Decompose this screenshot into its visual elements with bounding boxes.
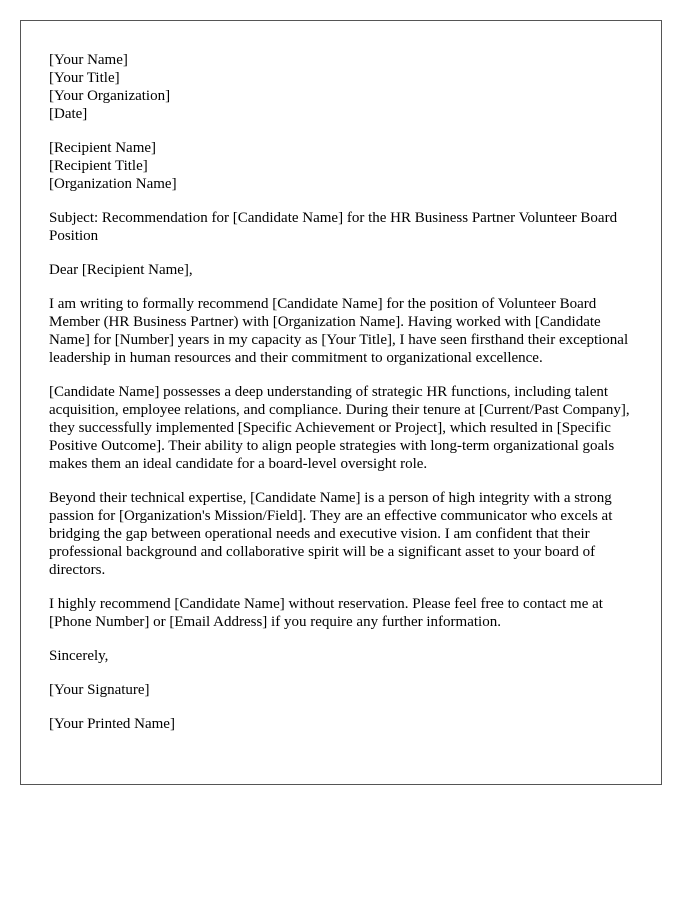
sender-title: [Your Title] [49,70,120,86]
body-paragraph-3: Beyond their technical expertise, [Candidate Name] is a person of high integrity with a strong passion for [Organization's Mission/Field]. They are an effective communicator who excels at bridging the gap between operational needs and executive vision. I am confident that their professional background and collaborative spirit will be a significant asset to your board of directors. [49,490,613,578]
letter-page [20,20,662,785]
sender-organization: [Your Organization] [49,88,171,104]
letter-date: [Date] [49,106,88,122]
sender-block [49,51,633,123]
subject-line: Subject: Recommendation for [Candidate Name] for the HR Business Partner Volunteer Board Position [49,210,618,244]
body-paragraph-2: [Candidate Name] possesses a deep understanding of strategic HR functions, including talent acquisition, employee relations, and compliance. During their tenure at [Current/Past Company], they successfully implemented [Specific Achievement or Project], which resulted in [Specific Positive Outcome]. Their ability to align people strategies with long-term organizational goals makes them an ideal candidate for a board-level oversight role. [49,384,630,472]
body-paragraph-4: I highly recommend [Candidate Name] without reservation. Please feel free to contact me at [Phone Number] or [Email Address] if you require any further information. [49,596,603,630]
sender-name: [Your Name] [49,52,128,68]
recipient-title: [Recipient Title] [49,158,148,174]
recipient-block [49,139,633,193]
recipient-organization: [Organization Name] [49,176,177,192]
body-paragraph-1: I am writing to formally recommend [Candidate Name] for the position of Volunteer Board Member (HR Business Partner) with [Organization Name]. Having worked with [Candidate Name] for [Number] years in my capacity as [Your Title], I have seen firsthand their exceptional leadership in human resources and their commitment to organizational excellence. [49,296,629,366]
closing: Sincerely, [49,648,109,664]
salutation: Dear [Recipient Name], [49,262,193,278]
recipient-name: [Recipient Name] [49,140,157,156]
signature: [Your Signature] [49,682,150,698]
printed-name: [Your Printed Name] [49,716,175,732]
